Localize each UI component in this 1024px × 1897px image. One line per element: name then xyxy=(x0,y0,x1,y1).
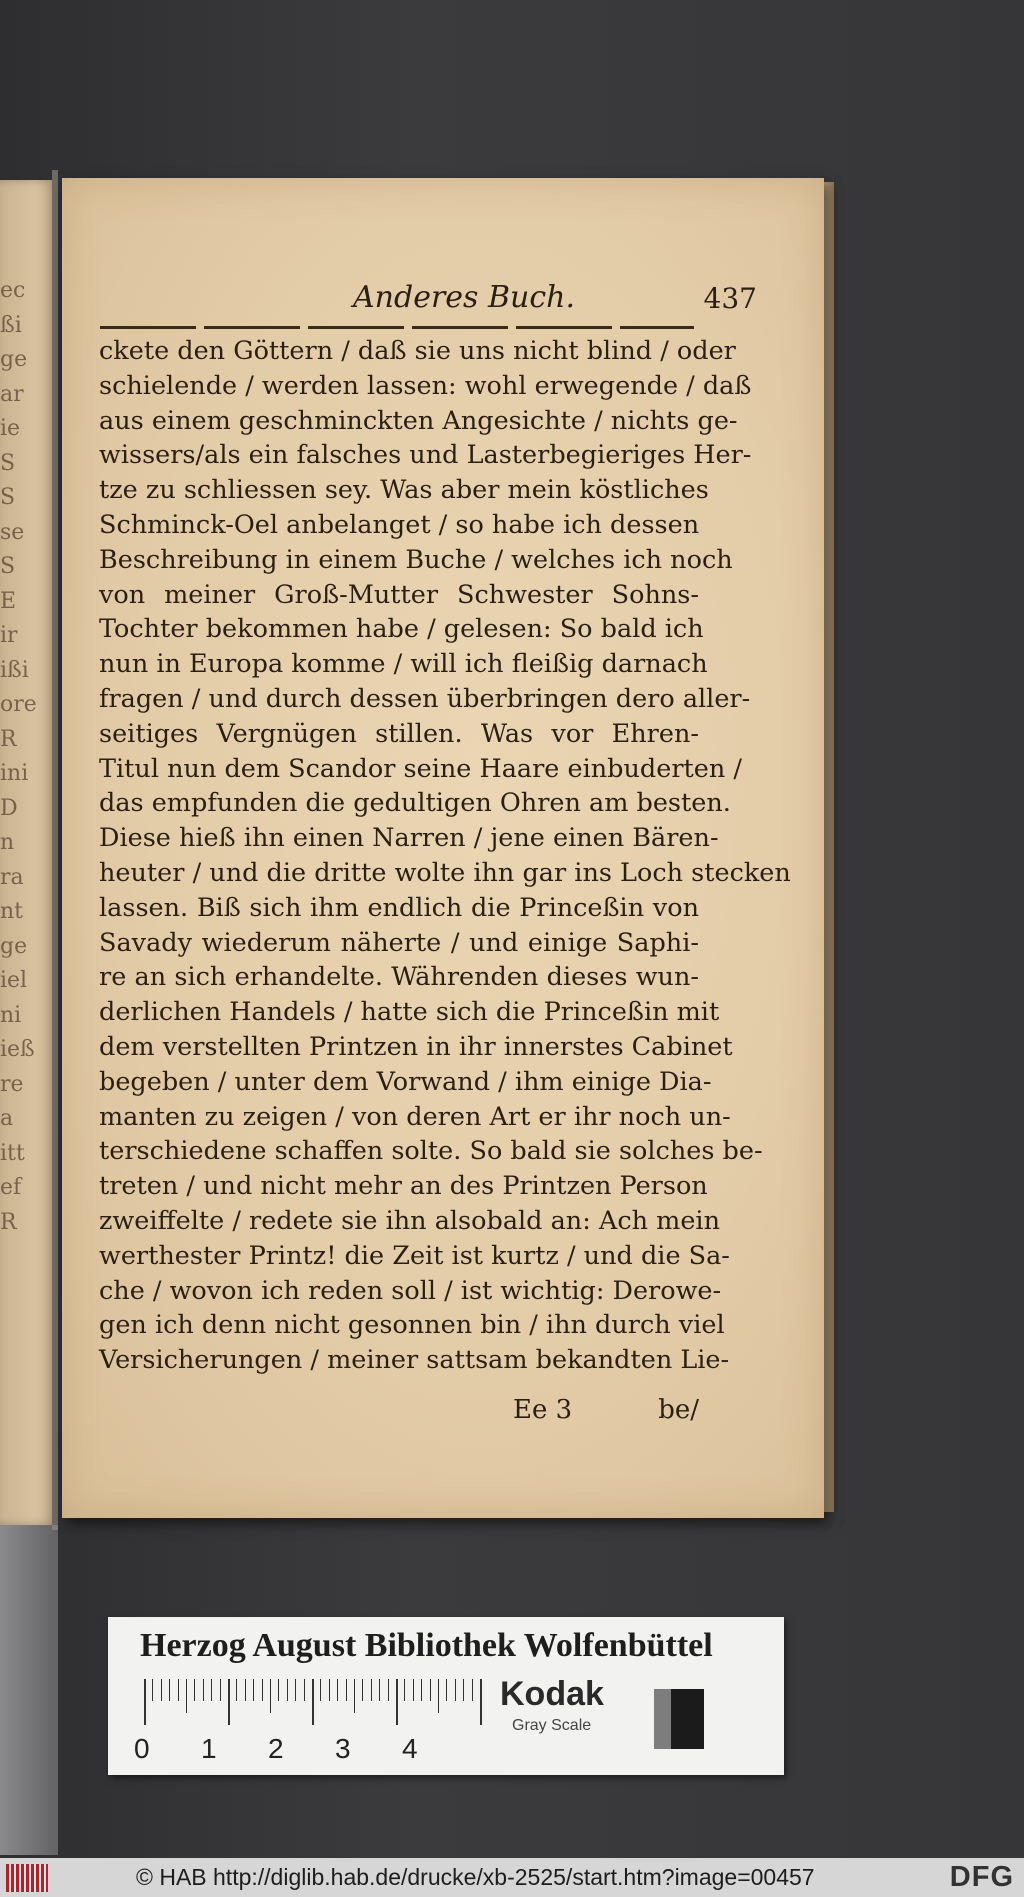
text-line: aus einem geschminckten Angesichte / nichts ge- xyxy=(99,405,738,436)
institution-name: Herzog August Bibliothek Wolfenbüttel xyxy=(140,1627,713,1664)
running-head xyxy=(287,280,757,324)
ruler-tick xyxy=(152,1679,153,1701)
ruler-tick xyxy=(430,1679,431,1701)
prev-page-fragment: ßi xyxy=(0,312,22,338)
glass-plate-edge xyxy=(0,1525,58,1855)
text-line: heuter / und die dritte wolte ihn gar ins Loch stecken xyxy=(99,857,791,888)
text-line: derlichen Handels / hatte sich die Princeßin mit xyxy=(99,997,720,1028)
ruler-tick xyxy=(245,1679,246,1701)
prev-page-fragment: S xyxy=(0,450,16,476)
text-line: terschiedene schaffen solte. So bald sie solches be- xyxy=(99,1136,763,1167)
prev-page-fragment: D xyxy=(0,795,18,821)
scale-label: 0 xyxy=(134,1733,150,1764)
prev-page-fragment: ieß xyxy=(0,1037,35,1062)
text-line: fragen / und durch dessen überbringen dero aller- xyxy=(99,683,751,714)
signature-line xyxy=(99,1395,699,1429)
text-line: das empfunden die gedultigen Ohren am besten. xyxy=(99,788,731,819)
ruler-tick xyxy=(278,1679,279,1701)
signature-mark: Ee 3 xyxy=(513,1395,573,1425)
ruler-tick xyxy=(287,1679,288,1701)
text-line: che / wovon ich reden soll / ist wichtig: Derowe- xyxy=(99,1275,722,1306)
text-line: schielende / werden lassen: wohl erwegende / daß xyxy=(99,370,752,401)
ruler-tick xyxy=(379,1679,380,1701)
ruler-tick xyxy=(371,1679,372,1701)
prev-page-fragment: ge xyxy=(0,347,28,372)
scale-label: 4 xyxy=(402,1733,418,1764)
scale-label: 3 xyxy=(335,1733,351,1764)
prev-page-fragment: iel xyxy=(0,968,28,993)
ruler-tick xyxy=(228,1679,230,1725)
text-line: dem verstellten Printzen in ihr innerstes Cabinet xyxy=(99,1031,733,1062)
ruler-tick xyxy=(413,1679,414,1701)
scale-label: 2 xyxy=(268,1733,284,1764)
gray-scale-label: Gray Scale xyxy=(512,1717,592,1734)
footer-bar xyxy=(0,1858,1024,1897)
text-line: re an sich erhandelte. Währenden dieses wun- xyxy=(99,962,699,993)
text-line: Schminck-Oel anbelanget / so habe ich dessen xyxy=(99,509,700,540)
text-line: Beschreibung in einem Buche / welches ich noch xyxy=(99,544,733,575)
prev-page-fragment: ore xyxy=(0,692,37,717)
ruler-tick xyxy=(253,1679,254,1701)
text-line: Savady wiederum näherte / und einige Saphi- xyxy=(99,927,699,958)
ruler-tick xyxy=(270,1679,271,1713)
ruler-tick xyxy=(304,1679,305,1701)
text-line: von meiner Groß-Mutter Schwester Sohns- xyxy=(99,579,699,610)
ruler-tick xyxy=(472,1679,473,1701)
text-line: treten / und nicht mehr an des Printzen Person xyxy=(99,1171,708,1202)
book-page xyxy=(62,178,824,1518)
ruler-tick xyxy=(388,1679,389,1701)
prev-page-fragment: ar xyxy=(0,381,24,407)
prev-page-fragment: S xyxy=(0,554,16,579)
prev-page-fragment: ini xyxy=(0,761,29,786)
prev-page-fragment: ir xyxy=(0,623,18,648)
ruler-tick xyxy=(463,1679,464,1701)
scale-label: 1 xyxy=(201,1733,217,1764)
prev-page-fragment: S xyxy=(0,485,16,510)
scale-labels xyxy=(134,1733,514,1767)
prev-page-fragment: a xyxy=(0,1106,14,1131)
text-line: ckete den Göttern / daß sie uns nicht blind / oder xyxy=(99,336,736,366)
text-line: Versicherungen / meiner sattsam bekandten Lie- xyxy=(99,1345,730,1376)
text-line: nun in Europa komme / will ich fleißig darnach xyxy=(99,649,708,680)
ruler-tick xyxy=(455,1679,456,1701)
ruler-tick xyxy=(438,1679,439,1713)
text-line: Titul nun dem Scandor seine Haare einbuderten / xyxy=(99,753,742,784)
hab-logo-icon xyxy=(6,1864,48,1892)
prev-page-fragment: R xyxy=(0,1209,17,1235)
running-head-title: Anderes Buch. xyxy=(353,280,575,315)
head-rule xyxy=(100,326,694,329)
ruler-tick xyxy=(220,1679,221,1701)
ruler-tick xyxy=(161,1679,162,1701)
prev-page-fragment: nt xyxy=(0,899,24,924)
ruler-tick xyxy=(312,1679,314,1725)
ruler-tick xyxy=(421,1679,422,1701)
ruler-tick xyxy=(295,1679,296,1701)
prev-page-fragment: re xyxy=(0,1071,24,1097)
ruler-tick xyxy=(186,1679,187,1713)
ruler-tick xyxy=(320,1679,321,1701)
text-line: gen ich denn nicht gesonnen bin / ihn durch viel xyxy=(99,1310,725,1341)
kodak-logo: Kodak xyxy=(500,1675,604,1713)
ruler-tick xyxy=(446,1679,447,1701)
prev-page-fragment: R xyxy=(0,726,17,752)
text-line: wissers/als ein falsches und Lasterbegieriges Her- xyxy=(99,440,752,471)
catchword: be/ xyxy=(658,1395,699,1425)
copyright-link[interactable]: © HAB http://diglib.hab.de/drucke/xb-2525/start.htm?image=00457 xyxy=(136,1864,815,1890)
prev-page-fragment: itt xyxy=(0,1140,25,1166)
previous-page-edge xyxy=(0,180,58,1525)
ruler-tick xyxy=(404,1679,405,1701)
text-line: zweiffelte / redete sie ihn alsobald an: Ach mein xyxy=(99,1205,721,1236)
text-line: begeben / unter dem Vorwand / ihm einige Dia- xyxy=(99,1066,712,1097)
color-card xyxy=(108,1617,784,1775)
ruler-tick xyxy=(329,1679,330,1701)
prev-page-fragment: ni xyxy=(0,1002,22,1028)
text-line: tze zu schliessen sey. Was aber mein köstliches xyxy=(99,475,709,506)
ruler-tick xyxy=(169,1679,170,1701)
text-line: seitiges Vergnügen stillen. Was vor Ehren- xyxy=(99,718,699,749)
ruler-tick xyxy=(236,1679,237,1701)
ruler-tick xyxy=(480,1679,482,1725)
prev-page-fragment: ra xyxy=(0,864,24,890)
text-line: Diese hieß ihn einen Narren / jene einen Bären- xyxy=(99,823,719,854)
prev-page-fragment: n xyxy=(0,830,15,855)
scale-ruler xyxy=(144,1679,484,1725)
ruler-tick xyxy=(144,1679,146,1725)
gutter-strip xyxy=(52,170,58,1530)
ruler-tick xyxy=(262,1679,263,1701)
prev-page-fragment: ge xyxy=(0,933,28,959)
prev-page-fragment: se xyxy=(0,519,25,545)
dfg-logo: DFG xyxy=(949,1861,1014,1893)
ruler-tick xyxy=(203,1679,204,1701)
ruler-tick xyxy=(337,1679,338,1701)
body-text xyxy=(99,334,791,1378)
ruler-tick xyxy=(354,1679,355,1713)
text-line: Tochter bekommen habe / gelesen: So bald ich xyxy=(99,614,704,645)
ruler-tick xyxy=(396,1679,398,1725)
prev-page-fragment: ißi xyxy=(0,657,29,683)
prev-page-fragment: E xyxy=(0,588,17,614)
text-line: manten zu zeigen / von deren Art er ihr noch un- xyxy=(99,1101,731,1132)
gray-patch xyxy=(654,1689,704,1749)
prev-page-fragment: ec xyxy=(0,278,26,303)
page-number: 437 xyxy=(703,282,757,315)
prev-page-fragment: ie xyxy=(0,416,21,441)
ruler-tick xyxy=(194,1679,195,1701)
ruler-tick xyxy=(178,1679,179,1701)
ruler-tick xyxy=(346,1679,347,1701)
text-line: lassen. Biß sich ihm endlich die Princeßin von xyxy=(99,892,699,923)
ruler-tick xyxy=(362,1679,363,1701)
ruler-tick xyxy=(211,1679,212,1701)
prev-page-fragment: ef xyxy=(0,1175,22,1200)
text-line: werthester Printz! die Zeit ist kurtz / und die Sa- xyxy=(99,1240,730,1271)
